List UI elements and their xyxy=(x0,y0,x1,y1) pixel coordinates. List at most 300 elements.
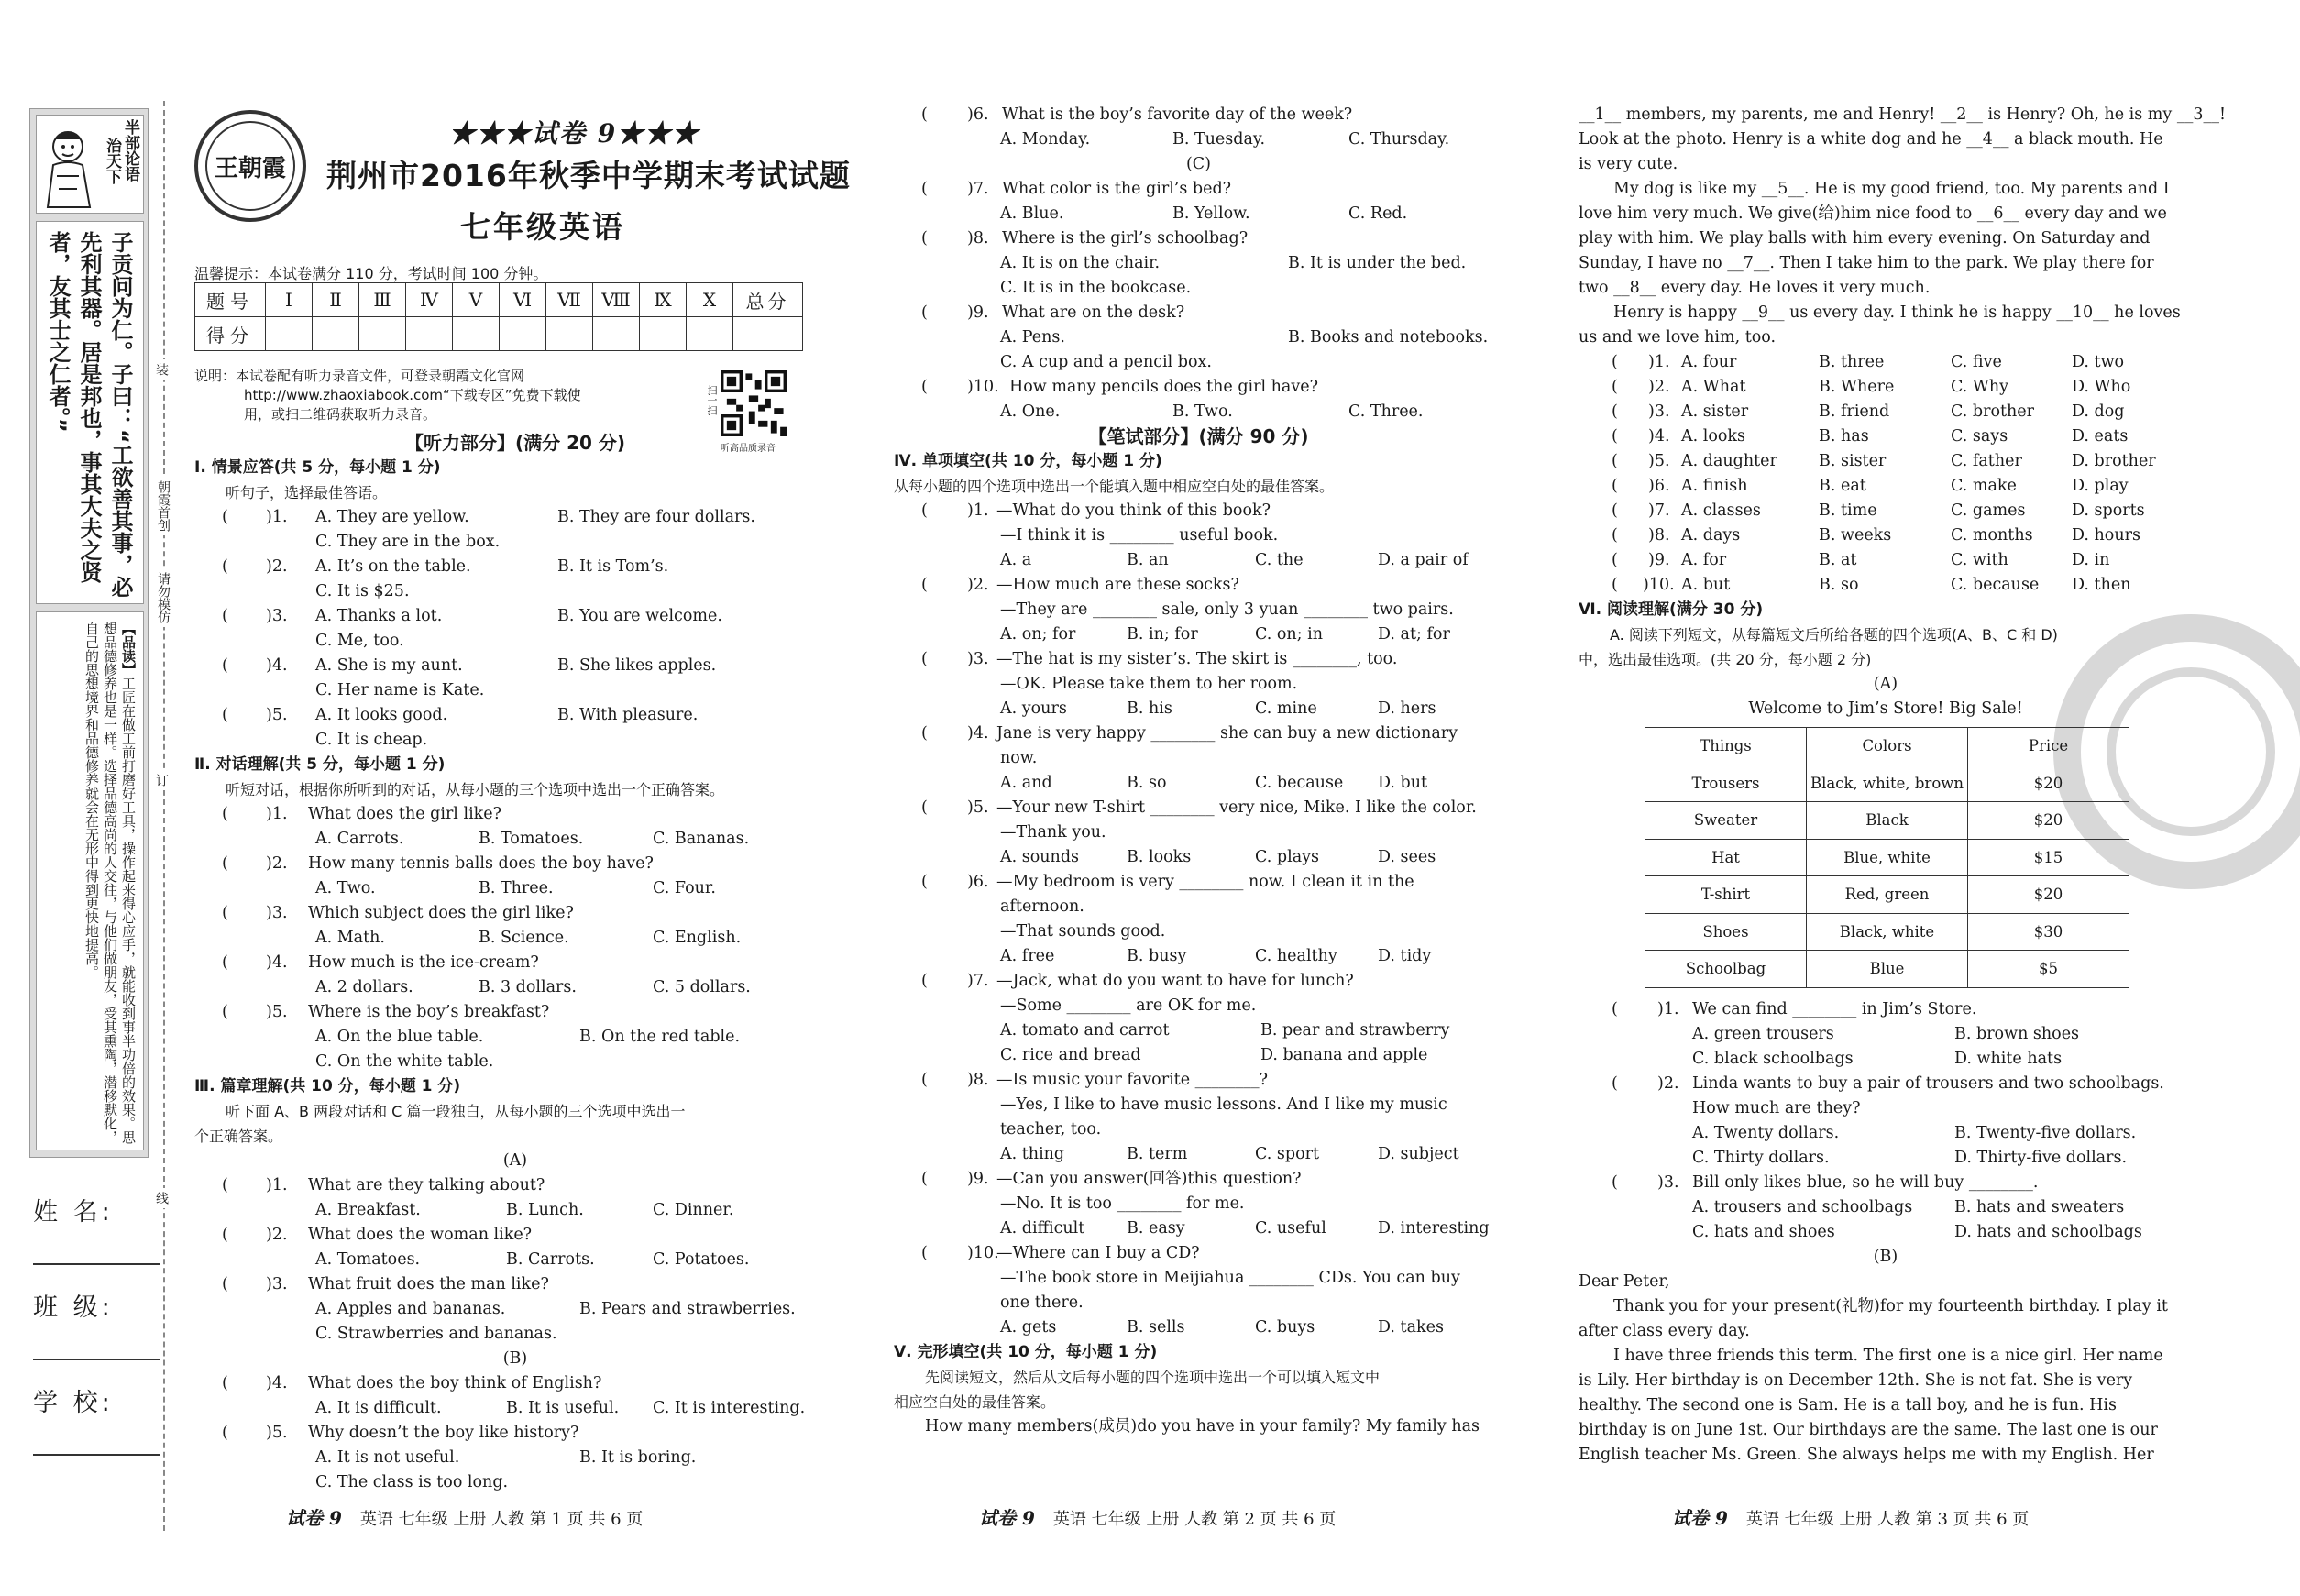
answer-paren[interactable]: ( xyxy=(1612,427,1618,446)
q-num: )2. xyxy=(1648,378,1670,396)
answer-paren[interactable]: ( xyxy=(1612,477,1618,495)
s2-q4 xyxy=(194,951,836,1000)
score-head: Ⅱ xyxy=(313,283,359,317)
cloze-option-row xyxy=(1579,499,2193,523)
exam-subtitle: 七年级英语 xyxy=(460,209,625,245)
score-head: Ⅵ xyxy=(500,283,546,317)
answer-paren[interactable]: ( xyxy=(921,1170,928,1188)
option: B. easy xyxy=(1127,1219,1185,1238)
option: C. because xyxy=(1255,774,1344,792)
option: D. banana and apple xyxy=(1260,1046,1428,1064)
answer-paren[interactable]: ( xyxy=(222,1424,228,1442)
option: C. plays xyxy=(1255,848,1319,866)
question-text: —They are ________ sale, only 3 yuan ________ two pairs. xyxy=(1000,600,1454,619)
store-row xyxy=(1645,765,2129,802)
s4-line xyxy=(894,1117,1503,1142)
option: A. thing xyxy=(1000,1145,1065,1163)
option: D. hats and schoolbags xyxy=(1954,1222,2142,1241)
section-6-instr-1: A. 阅读下列短文，从每篇短文后所给各题的四个选项(A、B、C 和 D) xyxy=(1610,626,2058,644)
cloze-passage xyxy=(1579,103,2227,350)
q-num: )5. xyxy=(266,706,288,724)
name-line xyxy=(33,1263,160,1265)
q-num: )9. xyxy=(967,1170,989,1188)
answer-paren[interactable]: ( xyxy=(921,576,928,594)
option: A. It’s on the table. xyxy=(315,557,471,576)
class-field[interactable] xyxy=(33,1287,161,1382)
q-num: )3. xyxy=(266,607,288,625)
answer-paren[interactable]: ( xyxy=(222,607,228,625)
option: B. sells xyxy=(1127,1318,1185,1337)
passage-line: love him very much. We give(给)him nice food to __6__ every day and we xyxy=(1579,204,2167,223)
q-num: )3. xyxy=(266,1275,288,1293)
s3-q1 xyxy=(194,1173,836,1223)
q-num: )3. xyxy=(967,650,989,668)
answer-paren[interactable]: ( xyxy=(921,1071,928,1089)
answer-paren[interactable]: ( xyxy=(222,1003,228,1021)
score-cell[interactable] xyxy=(500,317,546,351)
passage-line: two __8__ every day. He loves it very much. xyxy=(1579,279,1931,297)
name-label: 姓 名: xyxy=(33,1198,114,1227)
class-line xyxy=(33,1359,160,1360)
passage-line: __1__ members, my parents, me and Henry! __2__ is Henry? Oh, he is my __3__! xyxy=(1579,105,2227,124)
answer-paren[interactable]: ( xyxy=(1612,353,1618,371)
s4-line xyxy=(894,672,1503,697)
score-head: Ⅶ xyxy=(546,283,593,317)
option: C. brother xyxy=(1951,402,2035,421)
s3-q5 xyxy=(194,1421,836,1495)
score-header-row xyxy=(195,283,803,317)
option: A. What xyxy=(1681,378,1746,396)
option: D. sports xyxy=(2072,501,2145,520)
option: B. time xyxy=(1819,501,1877,520)
s4-line xyxy=(894,796,1503,820)
qr-code[interactable] xyxy=(721,370,787,436)
option: D. then xyxy=(2072,576,2131,594)
option: A. but xyxy=(1681,576,1731,594)
store-cell: Hat xyxy=(1645,839,1807,876)
question-text: one there. xyxy=(1000,1293,1084,1312)
rc-option-row xyxy=(1579,1121,2193,1146)
option: B. has xyxy=(1819,427,1869,446)
question: What does the woman like? xyxy=(308,1226,533,1244)
s4-line xyxy=(894,845,1503,870)
cut-mark-2: 订 xyxy=(152,770,171,790)
footer-paper: 试卷 9 xyxy=(1672,1507,1728,1529)
option: B. Science. xyxy=(479,929,569,947)
option: B. They are four dollars. xyxy=(557,508,755,526)
option: B. Books and notebooks. xyxy=(1288,328,1489,347)
q-num: )5. xyxy=(967,798,989,817)
question: What are on the desk? xyxy=(1002,303,1185,322)
score-table xyxy=(194,282,803,351)
paper-number: ★★★试卷 9★★★ xyxy=(449,118,700,149)
c2-q9 xyxy=(894,301,1503,375)
answer-paren[interactable]: ( xyxy=(222,1176,228,1194)
option: B. term xyxy=(1127,1145,1188,1163)
option: A. daughter xyxy=(1681,452,1777,470)
option: A. tomato and carrot xyxy=(1000,1021,1170,1040)
question: Which subject does the girl like? xyxy=(308,904,574,922)
option: A. It is on the chair. xyxy=(1000,254,1161,272)
store-header-cell: Things xyxy=(1645,728,1807,765)
answer-paren[interactable]: ( xyxy=(1612,1172,1618,1192)
option: C. because xyxy=(1951,576,2040,594)
answer-paren[interactable]: ( xyxy=(222,953,228,972)
option: B. 3 dollars. xyxy=(479,978,577,996)
s3-q3 xyxy=(194,1272,836,1347)
option: D. eats xyxy=(2072,427,2129,446)
answer-paren[interactable]: ( xyxy=(1612,402,1618,421)
question: How much is the ice-cream? xyxy=(308,953,539,972)
answer-paren[interactable]: ( xyxy=(222,508,228,526)
q-num: )5. xyxy=(1648,452,1670,470)
answer-paren[interactable]: ( xyxy=(222,805,228,823)
student-info xyxy=(33,1192,161,1478)
question: What fruit does the man like? xyxy=(308,1275,549,1293)
answer-paren[interactable]: ( xyxy=(921,1244,928,1262)
option: B. pear and strawberry xyxy=(1260,1021,1450,1040)
store-cell: Blue xyxy=(1807,951,1968,988)
answer-paren[interactable]: ( xyxy=(222,706,228,724)
q-num: )2. xyxy=(266,854,288,873)
footer-info: 英语 七年级 上册 人教 第 2 页 共 6 页 xyxy=(1052,1510,1337,1529)
option: A. free xyxy=(1000,947,1055,965)
school-label: 学 校: xyxy=(33,1389,114,1417)
answer-paren[interactable]: ( xyxy=(921,650,928,668)
option: B. at xyxy=(1819,551,1857,569)
option: A. Carrots. xyxy=(315,830,404,848)
letter-line: Thank you for your present(礼物)for my fourteenth birthday. I play it xyxy=(1613,1296,2168,1315)
s4-line xyxy=(894,1068,1503,1093)
option: C. It is cheap. xyxy=(315,731,428,749)
question-text: —Can you answer(回答)this question? xyxy=(996,1170,1302,1188)
option: C. On the white table. xyxy=(315,1052,494,1071)
option: B. busy xyxy=(1127,947,1187,965)
question-text: afternoon. xyxy=(1000,897,1084,916)
store-cell: Schoolbag xyxy=(1645,951,1807,988)
option: B. his xyxy=(1127,699,1172,718)
side-note-2: 请勿模仿 xyxy=(154,568,172,627)
strip-header xyxy=(36,115,144,214)
option: B. With pleasure. xyxy=(557,706,699,724)
question-text: —Thank you. xyxy=(1000,823,1106,842)
q-num: )4. xyxy=(266,953,288,972)
q-num: )10. xyxy=(967,1244,999,1262)
s4-line xyxy=(894,1018,1503,1043)
passage-line: play with him. We play balls with him every evening. On Saturday and xyxy=(1579,229,2151,248)
option: B. three xyxy=(1819,353,1885,371)
score-cell[interactable] xyxy=(593,317,640,351)
q-num: )2. xyxy=(266,1226,288,1244)
rc-question xyxy=(1579,1171,2193,1195)
section-2-instr: 听短对话，根据你所听到的对话，从每小题的三个选项中选出一个正确答案。 xyxy=(226,781,725,798)
passage-line: My dog is like my __5__. He is my good friend, too. My parents and I xyxy=(1613,180,2170,198)
question: What color is the girl’s bed? xyxy=(1002,180,1232,198)
s4-line xyxy=(894,994,1503,1018)
question-text: Jane is very happy ________ she can buy a new dictionary xyxy=(996,724,1458,743)
question-text: We can find ________ in Jim’s Store. xyxy=(1692,999,1977,1018)
qr-side-text: 扫一扫 xyxy=(706,385,718,415)
s4-line xyxy=(894,573,1503,598)
option: B. friend xyxy=(1819,402,1890,421)
score-value-row xyxy=(195,317,803,351)
option: C. sport xyxy=(1255,1145,1320,1163)
option: D. Thirty-five dollars. xyxy=(1954,1148,2128,1167)
answer-paren[interactable]: ( xyxy=(222,656,228,675)
score-cell[interactable] xyxy=(733,317,803,351)
option: D. white hats xyxy=(1954,1049,2063,1068)
question-text: —Yes, I like to have music lessons. And I like my music xyxy=(1000,1095,1447,1114)
option: A. Tomatoes. xyxy=(315,1250,421,1269)
passage-line: Henry is happy __9__ us every day. I think he is happy __10__ he loves xyxy=(1613,303,2181,322)
option: B. hats and sweaters xyxy=(1954,1197,2125,1216)
option: A. finish xyxy=(1681,477,1748,495)
store-row xyxy=(1645,913,2129,951)
answer-paren[interactable]: ( xyxy=(921,873,928,891)
cut-mark-3: 线 xyxy=(152,1188,171,1208)
footer-paper: 试卷 9 xyxy=(979,1507,1035,1529)
c2-q7 xyxy=(894,177,1503,226)
option: A. and xyxy=(1000,774,1052,792)
answer-paren[interactable]: ( xyxy=(222,1374,228,1392)
answer-paren[interactable]: ( xyxy=(1612,1073,1618,1093)
question-text: How much are they? xyxy=(1692,1098,1861,1117)
section-3-title: Ⅲ. 篇章理解(共 10 分，每小题 1 分) xyxy=(194,1077,461,1095)
letter-line: is Lily. Her birthday is on December 12th. She is not fat. She is very xyxy=(1579,1370,2133,1390)
option: A. a xyxy=(1000,551,1032,569)
option: D. play xyxy=(2072,477,2129,495)
option: A. difficult xyxy=(1000,1219,1085,1238)
section-4-questions xyxy=(894,499,1503,1340)
option: D. tidy xyxy=(1378,947,1432,965)
score-cell[interactable] xyxy=(266,317,313,351)
option: A. Blue. xyxy=(1000,204,1064,223)
option: B. Yellow. xyxy=(1172,204,1250,223)
answer-paren[interactable]: ( xyxy=(1612,999,1618,1018)
question-text: —That sounds good. xyxy=(1000,922,1166,941)
answer-paren[interactable]: ( xyxy=(921,798,928,817)
question-text: —OK. Please take them to her room. xyxy=(1000,675,1298,693)
answer-paren[interactable]: ( xyxy=(921,378,928,396)
cloze-option-row xyxy=(1579,350,2193,375)
cloze-options xyxy=(1579,350,2193,598)
option: D. two xyxy=(2072,353,2125,371)
option: A. Thanks a lot. xyxy=(315,607,443,625)
column-2 xyxy=(894,103,1503,1439)
score-cell[interactable] xyxy=(546,317,593,351)
store-header-row xyxy=(1645,728,2129,765)
option: D. takes xyxy=(1378,1318,1444,1337)
answer-paren[interactable]: ( xyxy=(1612,501,1618,520)
answer-paren[interactable]: ( xyxy=(222,1275,228,1293)
score-label: 得分 xyxy=(195,317,266,351)
cloze-option-row xyxy=(1579,375,2193,400)
answer-paren[interactable]: ( xyxy=(1612,576,1618,594)
s4-line xyxy=(894,1192,1503,1216)
passage-line: Sunday, I have no __7__. Then I take him to the park. We play there for xyxy=(1579,254,2154,272)
score-cell[interactable] xyxy=(359,317,406,351)
score-cell[interactable] xyxy=(640,317,687,351)
quote-box xyxy=(36,221,144,604)
cloze-passage-start: How many members(成员)do you have in your family? My family has xyxy=(925,1417,1480,1436)
option: C. Why xyxy=(1951,378,2009,396)
question-text: —No. It is too ________ for me. xyxy=(1000,1194,1245,1213)
option: A. Two. xyxy=(315,879,376,897)
option: A. Monday. xyxy=(1000,130,1091,149)
question: What is the boy’s favorite day of the week? xyxy=(1002,105,1353,124)
section-4-title: Ⅳ. 单项填空(共 10 分，每小题 1 分) xyxy=(894,452,1162,470)
s4-line xyxy=(894,1043,1503,1068)
option: D. dog xyxy=(2072,402,2125,421)
q-num: )7. xyxy=(967,180,989,198)
store-header-cell: Price xyxy=(1968,728,2129,765)
q-num: )4. xyxy=(967,724,989,743)
option: A. gets xyxy=(1000,1318,1057,1337)
option: B. Pears and strawberries. xyxy=(579,1300,796,1318)
answer-paren[interactable]: ( xyxy=(921,724,928,743)
answer-paren[interactable]: ( xyxy=(1612,452,1618,470)
option: C. five xyxy=(1951,353,2002,371)
rc-option-row xyxy=(1579,1022,2193,1047)
option: B. an xyxy=(1127,551,1169,569)
question-text: —Jack, what do you want to have for lunch? xyxy=(996,972,1354,990)
reading-questions xyxy=(1579,997,2193,1245)
store-cell: T-shirt xyxy=(1645,876,1807,914)
letter-line: after class every day. xyxy=(1579,1321,1750,1340)
answer-paren[interactable]: ( xyxy=(222,557,228,576)
note-line: 用，或扫二维码获取听力录音。 xyxy=(244,406,437,423)
score-cell[interactable] xyxy=(313,317,359,351)
store-cell: Black, white xyxy=(1807,913,1968,951)
part-c-label: (C) xyxy=(1185,155,1212,173)
question-text: —I think it is ________ useful book. xyxy=(1000,526,1279,545)
answer-paren[interactable]: ( xyxy=(921,105,928,124)
answer-paren[interactable]: ( xyxy=(222,1226,228,1244)
answer-paren[interactable]: ( xyxy=(921,972,928,990)
name-field[interactable] xyxy=(33,1192,161,1287)
score-cell[interactable] xyxy=(687,317,733,351)
answer-paren[interactable]: ( xyxy=(1612,526,1618,545)
option: C. black schoolbags xyxy=(1692,1049,1854,1068)
cut-line xyxy=(163,101,165,1531)
option: A. green trousers xyxy=(1692,1024,1834,1043)
option: A. yours xyxy=(1000,699,1067,718)
s1-q2 xyxy=(194,555,836,604)
option: D. brother xyxy=(2072,452,2156,470)
option: D. sees xyxy=(1378,848,1436,866)
s4-line xyxy=(894,1142,1503,1167)
option: D. hours xyxy=(2072,526,2140,545)
answer-paren[interactable]: ( xyxy=(1612,378,1618,396)
option: B. so xyxy=(1127,774,1167,792)
question: What does the girl like? xyxy=(308,805,502,823)
question: How many tennis balls does the boy have? xyxy=(308,854,654,873)
confucius-cartoon xyxy=(40,125,97,209)
option: D. in xyxy=(2072,551,2110,569)
passage-line: is very cute. xyxy=(1579,155,1678,173)
option: B. brown shoes xyxy=(1954,1024,2080,1043)
answer-paren[interactable]: ( xyxy=(222,854,228,873)
section-3-instr-1: 听下面 A、B 两段对话和 C 篇一段独白，从每小题的三个选项中选出一 xyxy=(226,1103,686,1120)
store-cell: Black xyxy=(1807,802,1968,840)
rc-part-a: (A) xyxy=(1873,675,1898,693)
option: B. Three. xyxy=(479,879,554,897)
s4-line xyxy=(894,647,1503,672)
s1-q5 xyxy=(194,703,836,753)
s4-line xyxy=(894,895,1503,919)
answer-paren[interactable]: ( xyxy=(921,303,928,322)
question-text: —The book store in Meijiahua ________ CDs. You can buy xyxy=(1000,1269,1460,1287)
option: C. It is in the bookcase. xyxy=(1000,279,1192,297)
answer-paren[interactable]: ( xyxy=(921,501,928,520)
option: A. On the blue table. xyxy=(315,1028,484,1046)
question-text: —What do you think of this book? xyxy=(996,501,1271,520)
c2-q10 xyxy=(894,375,1503,424)
letter-line: healthy. The second one is Sam. He is a tall boy, and he is fun. His xyxy=(1579,1395,2117,1414)
option: C. hats and shoes xyxy=(1692,1222,1835,1241)
option: A. Twenty dollars. xyxy=(1692,1123,1840,1142)
question: Why doesn’t the boy like history? xyxy=(308,1424,579,1442)
s1-q1 xyxy=(194,505,836,555)
rc-option-row xyxy=(1579,1146,2193,1171)
confucius-quote: 子贡问为仁。子曰：“工欲善其事，必先利其器。居是邦也，事其大夫之贤者，友其士之仁者。” xyxy=(45,231,133,598)
answer-paren[interactable]: ( xyxy=(921,229,928,248)
option: C. Her name is Kate. xyxy=(315,681,485,699)
option: A. 2 dollars. xyxy=(315,978,413,996)
q-num: )6. xyxy=(1648,477,1670,495)
brand-logo xyxy=(194,110,306,222)
score-cell[interactable] xyxy=(453,317,500,351)
q-num: )3. xyxy=(1657,1172,1679,1192)
option: B. in; for xyxy=(1127,625,1198,644)
store-cell: $20 xyxy=(1968,876,2129,914)
option: C. Thirty dollars. xyxy=(1692,1148,1830,1167)
question-text: now. xyxy=(1000,749,1038,767)
section-1-instr: 听句子，选择最佳答语。 xyxy=(226,484,388,501)
q-num: )8. xyxy=(967,229,989,248)
option: A. One. xyxy=(1000,402,1061,421)
store-title: Welcome to Jim’s Store! Big Sale! xyxy=(1748,699,2023,718)
answer-paren[interactable]: ( xyxy=(1612,551,1618,569)
option: C. Three. xyxy=(1348,402,1424,421)
school-field[interactable] xyxy=(33,1382,161,1478)
question: How many pencils does the girl have? xyxy=(1009,378,1318,396)
s4-line xyxy=(894,944,1503,969)
store-cell: Red, green xyxy=(1807,876,1968,914)
option: A. It looks good. xyxy=(315,706,448,724)
s4-line xyxy=(894,598,1503,622)
option: A. It is difficult. xyxy=(315,1399,442,1417)
option: D. Who xyxy=(2072,378,2131,396)
option: C. rice and bread xyxy=(1000,1046,1141,1064)
score-cell[interactable] xyxy=(406,317,453,351)
answer-paren[interactable]: ( xyxy=(921,180,928,198)
option: B. Tomatoes. xyxy=(479,830,584,848)
section-2-title: Ⅱ. 对话理解(共 5 分，每小题 1 分) xyxy=(194,755,446,774)
option: B. You are welcome. xyxy=(557,607,722,625)
q-num: )1. xyxy=(1648,353,1670,371)
q-num: )6. xyxy=(967,873,989,891)
s4-line xyxy=(894,548,1503,573)
option: B. weeks xyxy=(1819,526,1892,545)
option: B. On the red table. xyxy=(579,1028,741,1046)
s2-q5 xyxy=(194,1000,836,1074)
answer-paren[interactable]: ( xyxy=(222,904,228,922)
c2-q8 xyxy=(894,226,1503,301)
q-num: )4. xyxy=(266,1374,288,1392)
s4-line xyxy=(894,1266,1503,1291)
slogan-line-1: 半部论语 xyxy=(121,119,139,182)
